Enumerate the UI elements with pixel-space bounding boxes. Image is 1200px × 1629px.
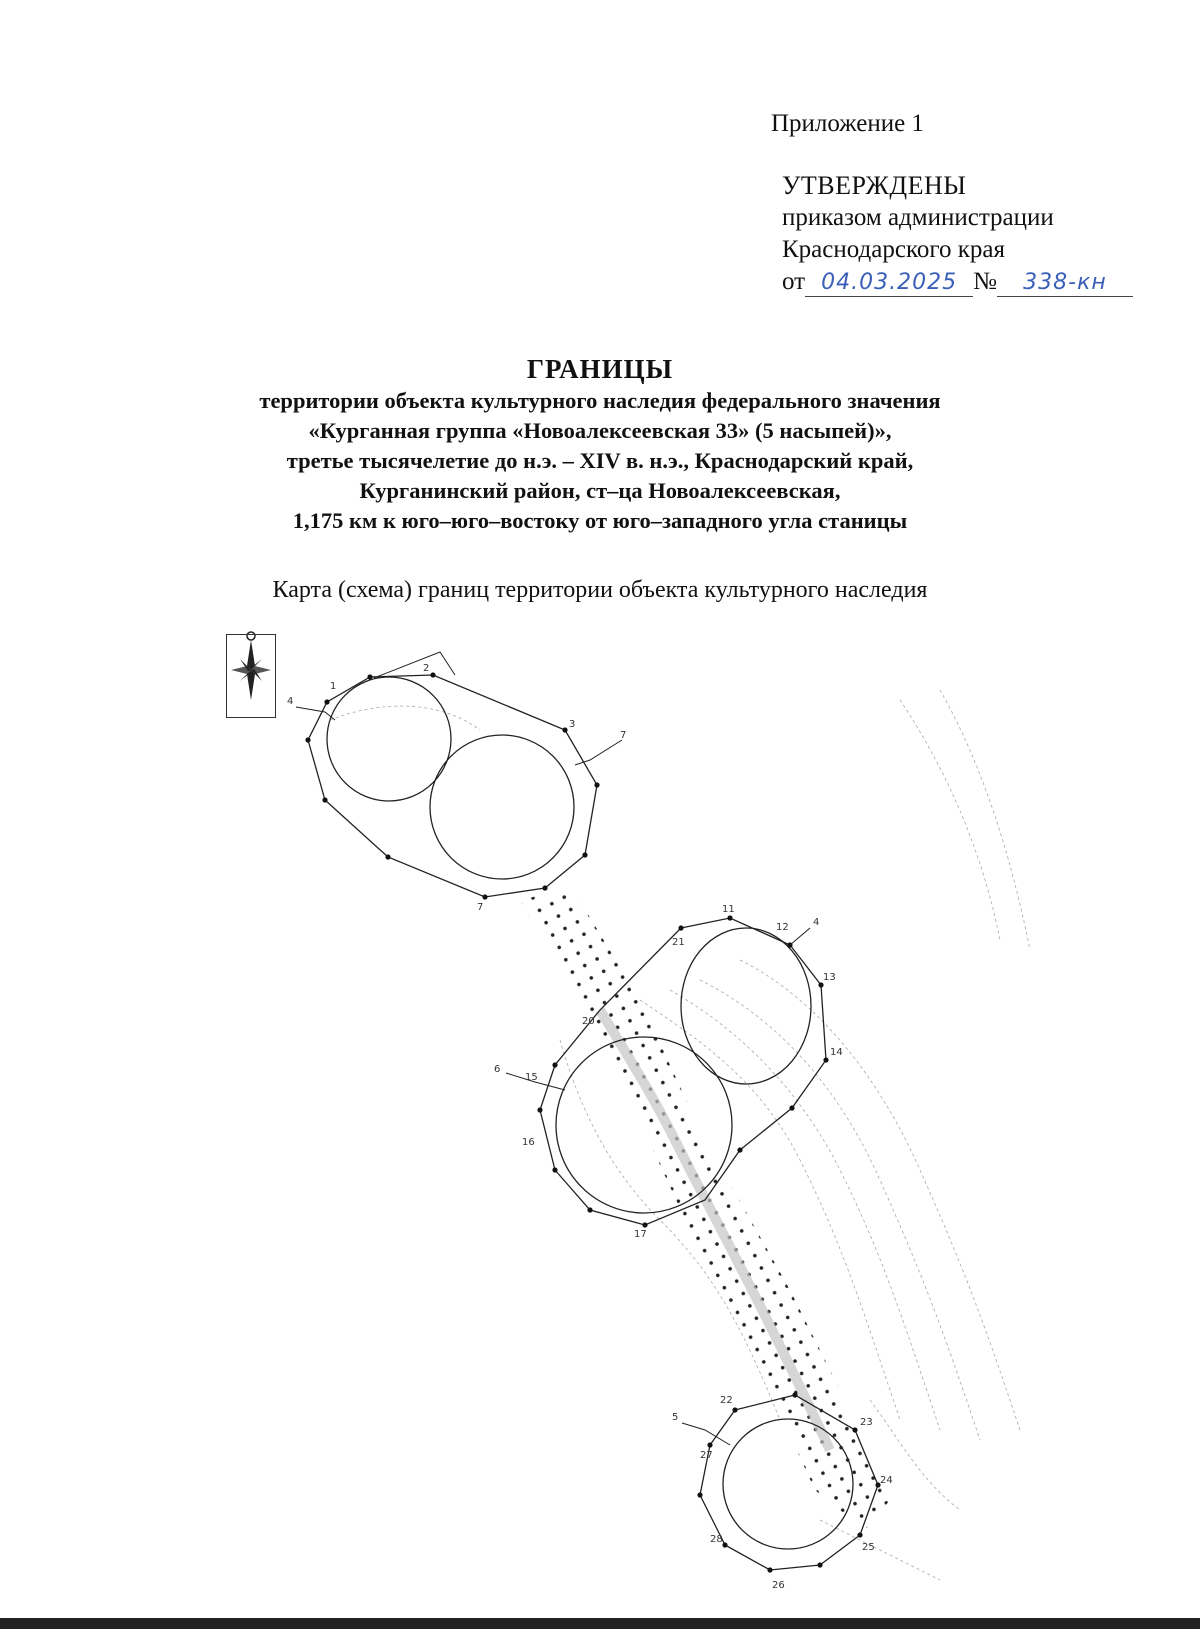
heading-line-4: Курганинский район, ст–ца Новоалексеевская, bbox=[359, 478, 841, 503]
vertex-label: 1 bbox=[330, 681, 337, 692]
vertex-label: 6 bbox=[494, 1064, 501, 1075]
mound-group-north bbox=[308, 652, 597, 897]
vertex-label: 7 bbox=[620, 730, 627, 741]
vertex-label: 15 bbox=[525, 1072, 538, 1083]
heading-line-5: 1,175 км к юго–юго–востоку от юго–западного угла станицы bbox=[292, 508, 908, 533]
vertex-label: 24 bbox=[880, 1475, 893, 1486]
vertex-label: 13 bbox=[823, 972, 836, 983]
hatched-zone bbox=[520, 888, 890, 1530]
vertex-label: 22 bbox=[720, 1395, 733, 1406]
appendix-label: Приложение 1 bbox=[771, 110, 924, 137]
vertex-label: 27 bbox=[700, 1450, 713, 1461]
map-caption: Карта (схема) границ территории объекта культурного наследия bbox=[272, 577, 928, 603]
compass-frame bbox=[226, 634, 276, 718]
vertex-label: 23 bbox=[860, 1417, 873, 1428]
heading-line-1: территории объекта культурного наследия федерального значения bbox=[259, 388, 941, 413]
vertex-label: 5 bbox=[672, 1412, 679, 1423]
vertex-label: 17 bbox=[634, 1229, 647, 1240]
leader-lines bbox=[296, 707, 810, 1445]
handwritten-number: 338-кн bbox=[997, 270, 1133, 297]
vertex-label: 28 bbox=[710, 1534, 723, 1545]
number-sign: № bbox=[973, 268, 997, 295]
vertex-label: 12 bbox=[776, 922, 789, 933]
vertex-label: 26 bbox=[772, 1580, 785, 1591]
scan-edge-bar bbox=[0, 1618, 1200, 1629]
heading-line-3: третье тысячелетие до н.э. – XIV в. н.э., Краснодарский край, bbox=[286, 448, 914, 473]
order-line-2: Краснодарского края bbox=[782, 236, 1005, 263]
heading-line-2: «Курганная группа «Новоалексеевская 33» (5 насыпей)», bbox=[308, 418, 892, 443]
vertex-label: 3 bbox=[569, 719, 576, 730]
vertex-label: 2 bbox=[423, 663, 430, 674]
vertex-label: 4 bbox=[813, 917, 820, 928]
order-line-1: приказом администрации bbox=[782, 204, 1054, 231]
vertex-label: 7 bbox=[477, 902, 484, 913]
vertex-label: 4 bbox=[287, 696, 294, 707]
vertex-label: 16 bbox=[522, 1137, 535, 1148]
vertex-label: 25 bbox=[862, 1542, 875, 1553]
from-prefix: от bbox=[782, 268, 806, 295]
vertex-label: 20 bbox=[582, 1016, 595, 1027]
approved-title: УТВЕРЖДЕНЫ bbox=[782, 171, 967, 200]
vertex-label: 14 bbox=[830, 1047, 843, 1058]
heading-title: ГРАНИЦЫ bbox=[526, 354, 674, 384]
vertex-label: 21 bbox=[672, 937, 685, 948]
vertex-label: 11 bbox=[722, 904, 735, 915]
handwritten-date: 04.03.2025 bbox=[805, 270, 973, 297]
